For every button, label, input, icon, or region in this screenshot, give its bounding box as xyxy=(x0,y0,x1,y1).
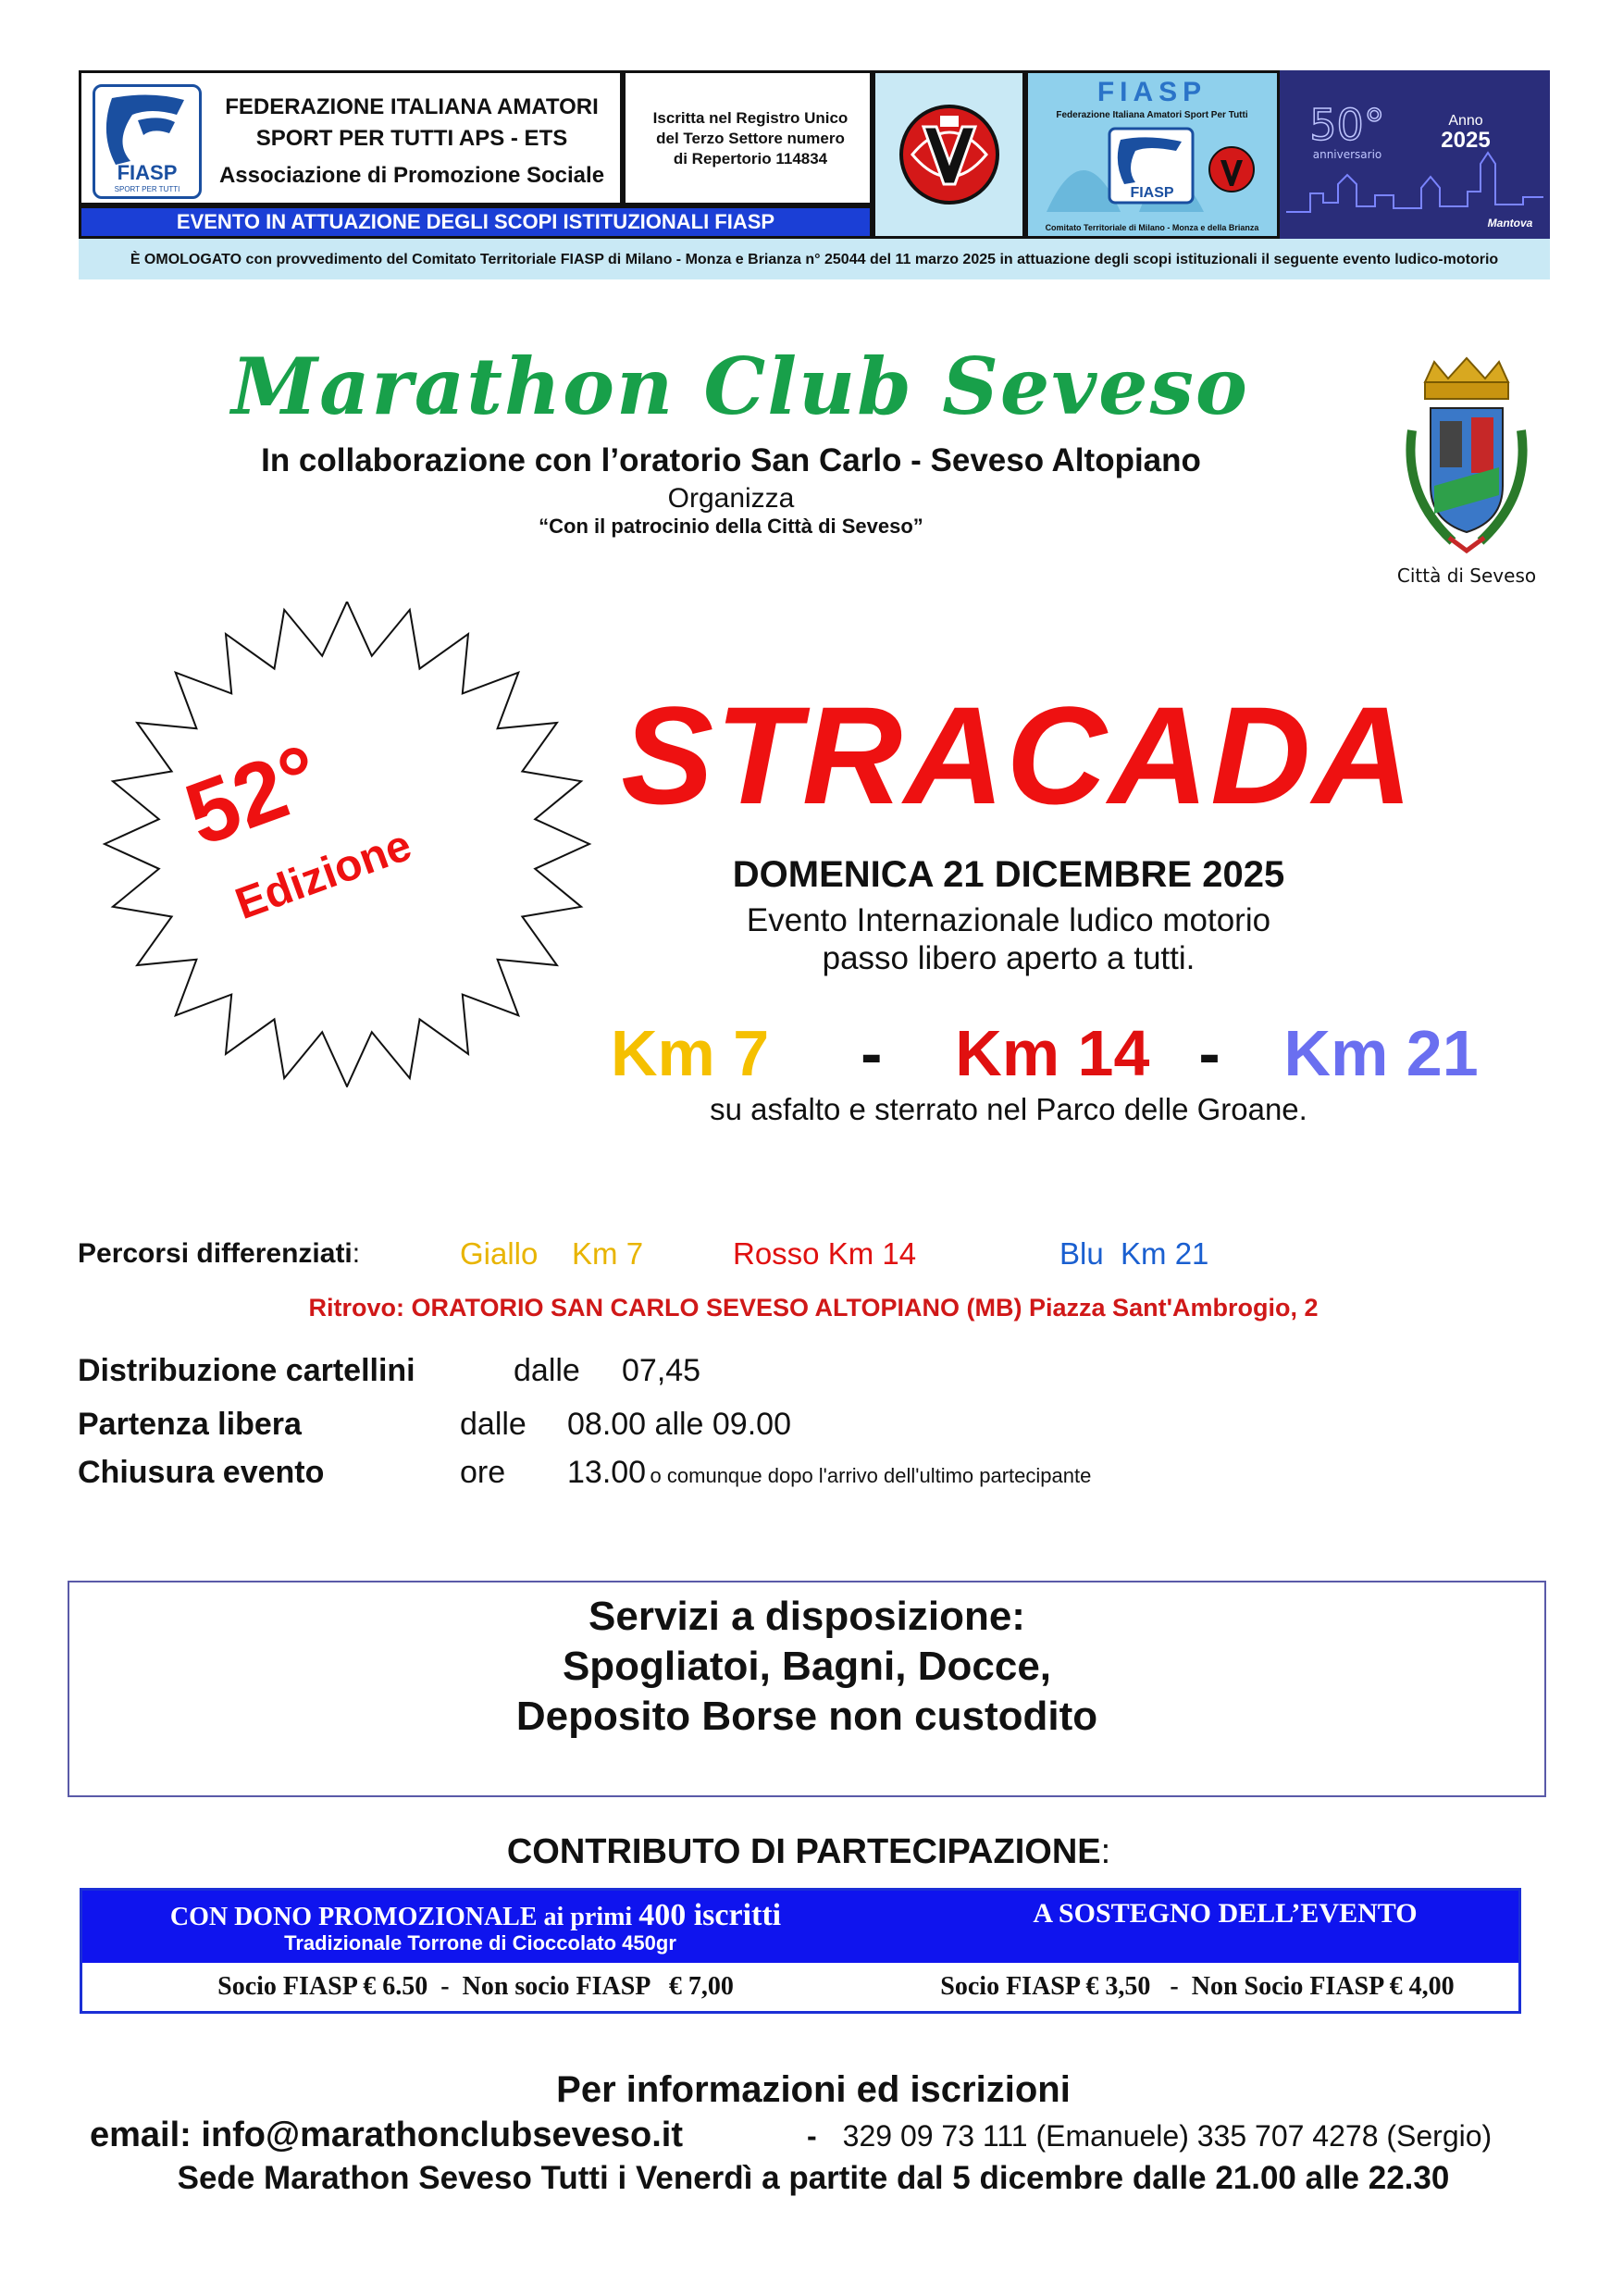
collage-footer: Comitato Territoriale di Milano - Monza e della Brianza xyxy=(1045,223,1259,232)
anniversary-year: 2025 xyxy=(1441,128,1491,153)
federation-line1: FEDERAZIONE ITALIANA AMATORI xyxy=(225,94,599,119)
anniversary-anno: Anno xyxy=(1448,113,1483,129)
collaboration-line: In collaborazione con l’oratorio San Carlo - Seveso Altopiano xyxy=(261,442,1201,478)
contacts-email[interactable]: email: info@marathonclubseveso.it xyxy=(90,2116,683,2154)
svg-text:FIASP: FIASP xyxy=(1130,185,1174,201)
schedule-start-time: 08.00 alle 09.00 xyxy=(567,1407,791,1442)
distance-km14: Km 14 xyxy=(955,1017,1150,1089)
services-line2: Spogliatoi, Bagni, Docce, xyxy=(562,1644,1052,1689)
edition-number: 52° xyxy=(173,726,334,865)
schedule-start-word: dalle xyxy=(460,1407,527,1442)
routes-label xyxy=(78,1238,360,1270)
routes-colon: : xyxy=(352,1238,361,1269)
fees-title xyxy=(78,1832,1540,1872)
edition-starburst xyxy=(97,602,597,1087)
services-line3: Deposito Borse non custodito xyxy=(515,1694,1098,1739)
registry-text xyxy=(633,108,868,169)
distance-km7: Km 7 xyxy=(611,1017,770,1089)
meeting-point: Ritrovo: ORATORIO SAN CARLO SEVESO ALTOPIANO (MB) Piazza Sant'Ambrogio, 2 xyxy=(308,1294,1319,1322)
federation-line3: Associazione di Promozione Sociale xyxy=(218,163,605,188)
federation-text xyxy=(204,92,620,192)
fiasp-logo-sub: SPORT PER TUTTI xyxy=(114,185,180,193)
distance-dash-1: - xyxy=(861,1017,883,1089)
event-name: STRACADA xyxy=(621,677,1415,833)
event-description xyxy=(611,901,1406,977)
route-blue: Blu Km 21 xyxy=(1059,1236,1209,1271)
distances-line xyxy=(611,1016,1479,1090)
institutional-bar: EVENTO IN ATTUAZIONE DEGLI SCOPI ISTITUZIONALI FIASP xyxy=(79,205,873,239)
registry-box xyxy=(623,70,873,205)
fees-table xyxy=(80,1888,1521,2014)
organizza-line: Organizza xyxy=(667,483,795,514)
schedule-close-group xyxy=(567,1455,1091,1491)
contacts-phones-group xyxy=(807,2119,1492,2153)
services-text xyxy=(69,1592,1544,1742)
schedule-start-label: Partenza libera xyxy=(78,1407,302,1442)
fiasp-collage-box xyxy=(1025,70,1280,239)
schedule-close-label: Chiusura evento xyxy=(78,1455,325,1490)
crest-caption: Città di Seveso xyxy=(1396,565,1537,587)
schedule-distribution-word: dalle xyxy=(514,1353,580,1388)
schedule-distribution-time: 07,45 xyxy=(622,1353,701,1388)
seveso-crest-icon xyxy=(1397,356,1536,565)
distance-km21: Km 21 xyxy=(1283,1017,1479,1089)
schedule-close-time: 13.00 xyxy=(567,1455,647,1490)
anniversary-word: anniversario xyxy=(1312,148,1382,161)
club-name: Marathon Club Seveso xyxy=(231,341,1249,432)
ivv-logo xyxy=(875,73,1022,236)
federation-line2: SPORT PER TUTTI APS - ETS xyxy=(255,126,568,151)
anniversary-number: 50° xyxy=(1309,100,1385,150)
fees-header-gift xyxy=(82,1898,869,1933)
contacts-title: Per informazioni ed iscrizioni xyxy=(556,2069,1071,2110)
registry-line1: Iscritta nel Registro Unico xyxy=(652,109,849,127)
services-box xyxy=(68,1581,1546,1797)
services-line1: Servizi a disposizione: xyxy=(588,1594,1025,1639)
fees-header-gift-a: CON DONO PROMOZIONALE xyxy=(169,1903,544,1931)
federation-box xyxy=(79,70,623,205)
fees-header-gift-c: 400 iscritti xyxy=(638,1898,782,1932)
event-date: DOMENICA 21 DICEMBRE 2025 xyxy=(732,854,1285,895)
fiasp-collage-image xyxy=(1028,73,1277,236)
contacts-dash: - xyxy=(807,2119,817,2153)
contacts-sede: Sede Marathon Seveso Tutti i Venerdì a partite dal 5 dicembre dalle 21.00 alle 22.30 xyxy=(177,2160,1450,2196)
fiasp-logo xyxy=(93,84,202,199)
collage-title: FIASP xyxy=(1096,77,1208,107)
edition-word: Edizione xyxy=(229,820,418,930)
ivv-logo-box xyxy=(873,70,1025,239)
schedule-close-word: ore xyxy=(460,1455,506,1490)
registry-line3: di Repertorio 114834 xyxy=(673,150,828,168)
collage-subtitle: Federazione Italiana Amatori Sport Per Tutti xyxy=(1056,110,1248,120)
schedule-close-note: o comunque dopo l'arrivo dell'ultimo partecipante xyxy=(650,1464,1092,1487)
fees-row-gift: Socio FIASP € 6.50 - Non socio FIASP € 7,00 xyxy=(217,1972,734,2001)
omologato-line: È OMOLOGATO con provvedimento del Comitato Territoriale FIASP di Milano - Monza e Brianza n° 25044 del 11 marzo 2025 in attuazione degli scopi istituzionali il seguente evento ludico-motorio xyxy=(79,241,1550,279)
surface-line: su asfalto e sterrato nel Parco delle Groane. xyxy=(710,1092,1307,1126)
anniversary-city: Mantova xyxy=(1487,217,1533,230)
anniversary-logo xyxy=(1282,73,1547,236)
distance-dash-2: - xyxy=(1198,1017,1220,1089)
routes-label-text: Percorsi differenziati xyxy=(78,1238,353,1269)
fees-title-colon: : xyxy=(1100,1832,1111,1871)
route-yellow: Giallo Km 7 xyxy=(460,1236,644,1271)
event-desc-line1: Evento Internazionale ludico motorio xyxy=(746,902,1271,938)
contacts-phones[interactable]: 329 09 73 111 (Emanuele) 335 707 4278 (Sergio) xyxy=(842,2119,1493,2153)
event-desc-line2: passo libero aperto a tutti. xyxy=(822,940,1196,976)
schedule-distribution-label: Distribuzione cartellini xyxy=(78,1353,415,1388)
patrocinio-line: “Con il patrocinio della Città di Seveso” xyxy=(539,515,923,538)
registry-line2: del Terzo Settore numero xyxy=(656,130,845,147)
fees-header-gift-sub: Tradizionale Torrone di Cioccolato 450gr xyxy=(284,1931,676,1955)
fees-row-support: Socio FIASP € 3,50 - Non Socio FIASP € 4,00 xyxy=(940,1972,1455,2001)
fees-title-text: CONTRIBUTO DI PARTECIPAZIONE xyxy=(506,1832,1101,1871)
fiasp-logo-text: FIASP xyxy=(117,161,178,184)
route-red: Rosso Km 14 xyxy=(733,1236,917,1271)
fees-header-gift-b: ai primi xyxy=(543,1903,639,1931)
fees-table-header xyxy=(82,1891,1518,1963)
anniversary-box xyxy=(1280,70,1550,239)
fees-header-support: A SOSTEGNO DELL’EVENTO xyxy=(1033,1898,1418,1929)
